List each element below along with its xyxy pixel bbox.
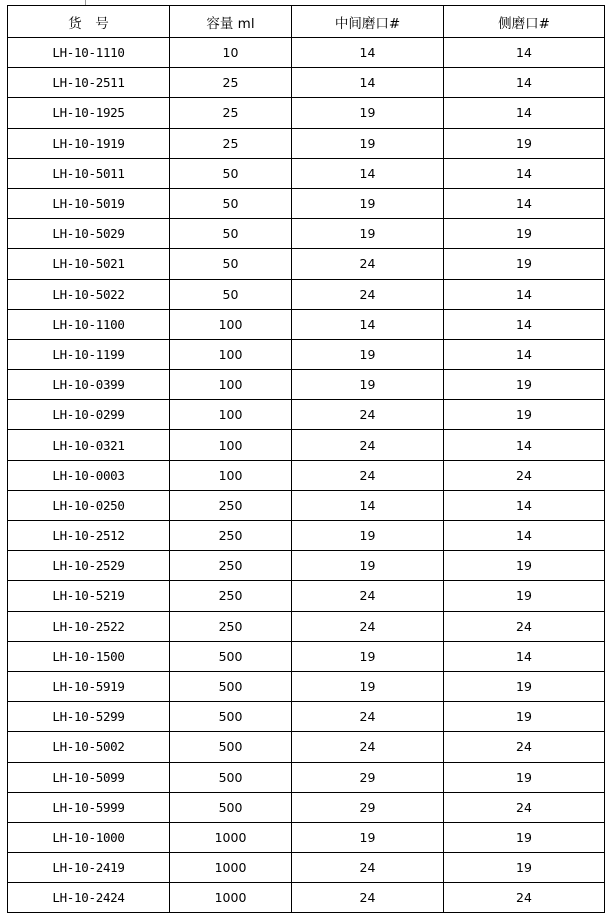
side-joint-cell: 24: [444, 460, 605, 490]
item-code-cell: LH-10-5299: [8, 702, 170, 732]
side-joint-cell: 19: [444, 762, 605, 792]
table-row: [8, 339, 605, 369]
center-joint-cell: 24: [292, 460, 444, 490]
table-row: [8, 128, 605, 158]
item-code-cell: LH-10-5099: [8, 762, 170, 792]
table-row: [8, 611, 605, 641]
table-row: [8, 521, 605, 551]
side-joint-cell: 14: [444, 521, 605, 551]
capacity-cell: 50: [170, 279, 292, 309]
side-joint-cell: 24: [444, 611, 605, 641]
item-code-cell: LH-10-1199: [8, 339, 170, 369]
center-joint-cell: 24: [292, 430, 444, 460]
item-code-cell: LH-10-1919: [8, 128, 170, 158]
item-code-cell: LH-10-2522: [8, 611, 170, 641]
table-row: [8, 732, 605, 762]
header-center-joint: 中间磨口#: [292, 6, 444, 38]
table-row: [8, 98, 605, 128]
item-code-cell: LH-10-2512: [8, 521, 170, 551]
header-item-code: 货 号: [8, 6, 170, 38]
capacity-cell: 50: [170, 219, 292, 249]
center-joint-cell: 19: [292, 339, 444, 369]
item-code-cell: LH-10-0321: [8, 430, 170, 460]
table-row: [8, 400, 605, 430]
item-code-cell: LH-10-1500: [8, 641, 170, 671]
item-code-cell: LH-10-1925: [8, 98, 170, 128]
center-joint-cell: 14: [292, 68, 444, 98]
item-code-cell: LH-10-0003: [8, 460, 170, 490]
side-joint-cell: 19: [444, 702, 605, 732]
side-joint-cell: 14: [444, 339, 605, 369]
side-joint-cell: 14: [444, 158, 605, 188]
side-joint-cell: 14: [444, 98, 605, 128]
side-joint-cell: 24: [444, 792, 605, 822]
capacity-cell: 100: [170, 400, 292, 430]
center-joint-cell: 29: [292, 792, 444, 822]
table-row: [8, 188, 605, 218]
side-joint-cell: 14: [444, 279, 605, 309]
side-joint-cell: 19: [444, 128, 605, 158]
table-row: [8, 702, 605, 732]
side-joint-cell: 19: [444, 853, 605, 883]
item-code-cell: LH-10-2511: [8, 68, 170, 98]
item-code-cell: LH-10-1100: [8, 309, 170, 339]
center-joint-cell: 14: [292, 38, 444, 68]
center-joint-cell: 24: [292, 702, 444, 732]
capacity-cell: 500: [170, 702, 292, 732]
capacity-cell: 100: [170, 309, 292, 339]
item-code-cell: LH-10-5022: [8, 279, 170, 309]
capacity-cell: 100: [170, 339, 292, 369]
center-joint-cell: 19: [292, 822, 444, 852]
center-joint-cell: 14: [292, 309, 444, 339]
center-joint-cell: 19: [292, 551, 444, 581]
item-code-cell: LH-10-5029: [8, 219, 170, 249]
side-joint-cell: 24: [444, 883, 605, 913]
capacity-cell: 500: [170, 792, 292, 822]
capacity-cell: 250: [170, 581, 292, 611]
table-row: [8, 581, 605, 611]
side-joint-cell: 19: [444, 249, 605, 279]
table-header: [8, 6, 605, 38]
capacity-cell: 100: [170, 460, 292, 490]
side-joint-cell: 19: [444, 822, 605, 852]
table-row: [8, 883, 605, 913]
header-side-joint: 侧磨口#: [444, 6, 605, 38]
table-row: [8, 309, 605, 339]
table-row: [8, 792, 605, 822]
product-spec-table: [7, 5, 605, 913]
capacity-cell: 250: [170, 490, 292, 520]
side-joint-cell: 19: [444, 400, 605, 430]
table-row: [8, 762, 605, 792]
center-joint-cell: 29: [292, 762, 444, 792]
item-code-cell: LH-10-1110: [8, 38, 170, 68]
item-code-cell: LH-10-2424: [8, 883, 170, 913]
table-row: [8, 279, 605, 309]
table-row: [8, 853, 605, 883]
header-row: [8, 6, 605, 38]
item-code-cell: LH-10-0299: [8, 400, 170, 430]
item-code-cell: LH-10-2529: [8, 551, 170, 581]
table-body: [8, 38, 605, 913]
side-joint-cell: 14: [444, 68, 605, 98]
center-joint-cell: 24: [292, 249, 444, 279]
center-joint-cell: 24: [292, 279, 444, 309]
item-code-cell: LH-10-0399: [8, 370, 170, 400]
capacity-cell: 100: [170, 430, 292, 460]
center-joint-cell: 14: [292, 490, 444, 520]
center-joint-cell: 24: [292, 732, 444, 762]
capacity-cell: 1000: [170, 822, 292, 852]
table-row: [8, 822, 605, 852]
capacity-cell: 1000: [170, 853, 292, 883]
capacity-cell: 1000: [170, 883, 292, 913]
table-row: [8, 430, 605, 460]
center-joint-cell: 24: [292, 400, 444, 430]
capacity-cell: 25: [170, 98, 292, 128]
table-row: [8, 671, 605, 701]
table-row: [8, 370, 605, 400]
capacity-cell: 50: [170, 158, 292, 188]
capacity-cell: 500: [170, 762, 292, 792]
item-code-cell: LH-10-1000: [8, 822, 170, 852]
capacity-cell: 250: [170, 551, 292, 581]
side-joint-cell: 14: [444, 309, 605, 339]
table-row: [8, 460, 605, 490]
center-joint-cell: 19: [292, 641, 444, 671]
item-code-cell: LH-10-5999: [8, 792, 170, 822]
capacity-cell: 100: [170, 370, 292, 400]
capacity-cell: 50: [170, 188, 292, 218]
side-joint-cell: 14: [444, 490, 605, 520]
capacity-cell: 500: [170, 671, 292, 701]
capacity-cell: 500: [170, 732, 292, 762]
center-joint-cell: 24: [292, 611, 444, 641]
center-joint-cell: 19: [292, 521, 444, 551]
center-joint-cell: 19: [292, 370, 444, 400]
center-joint-cell: 19: [292, 98, 444, 128]
capacity-cell: 25: [170, 68, 292, 98]
side-joint-cell: 19: [444, 551, 605, 581]
center-joint-cell: 19: [292, 128, 444, 158]
item-code-cell: LH-10-2419: [8, 853, 170, 883]
side-joint-cell: 19: [444, 671, 605, 701]
item-code-cell: LH-10-5019: [8, 188, 170, 218]
side-joint-cell: 19: [444, 219, 605, 249]
table-row: [8, 641, 605, 671]
table-row: [8, 158, 605, 188]
capacity-cell: 250: [170, 611, 292, 641]
side-joint-cell: 19: [444, 370, 605, 400]
center-joint-cell: 24: [292, 883, 444, 913]
header-capacity: 容量 ml: [170, 6, 292, 38]
table-row: [8, 38, 605, 68]
center-joint-cell: 19: [292, 671, 444, 701]
side-joint-cell: 14: [444, 38, 605, 68]
item-code-cell: LH-10-5011: [8, 158, 170, 188]
capacity-cell: 50: [170, 249, 292, 279]
center-joint-cell: 19: [292, 188, 444, 218]
center-joint-cell: 24: [292, 853, 444, 883]
table-row: [8, 68, 605, 98]
item-code-cell: LH-10-5002: [8, 732, 170, 762]
center-joint-cell: 24: [292, 581, 444, 611]
item-code-cell: LH-10-0250: [8, 490, 170, 520]
center-joint-cell: 14: [292, 158, 444, 188]
item-code-cell: LH-10-5919: [8, 671, 170, 701]
table-row: [8, 249, 605, 279]
side-joint-cell: 14: [444, 430, 605, 460]
side-joint-cell: 19: [444, 581, 605, 611]
capacity-cell: 250: [170, 521, 292, 551]
table-row: [8, 219, 605, 249]
capacity-cell: 25: [170, 128, 292, 158]
side-joint-cell: 24: [444, 732, 605, 762]
item-code-cell: LH-10-5219: [8, 581, 170, 611]
item-code-cell: LH-10-5021: [8, 249, 170, 279]
table-row: [8, 490, 605, 520]
capacity-cell: 500: [170, 641, 292, 671]
side-joint-cell: 14: [444, 188, 605, 218]
side-joint-cell: 14: [444, 641, 605, 671]
table-row: [8, 551, 605, 581]
capacity-cell: 10: [170, 38, 292, 68]
center-joint-cell: 19: [292, 219, 444, 249]
